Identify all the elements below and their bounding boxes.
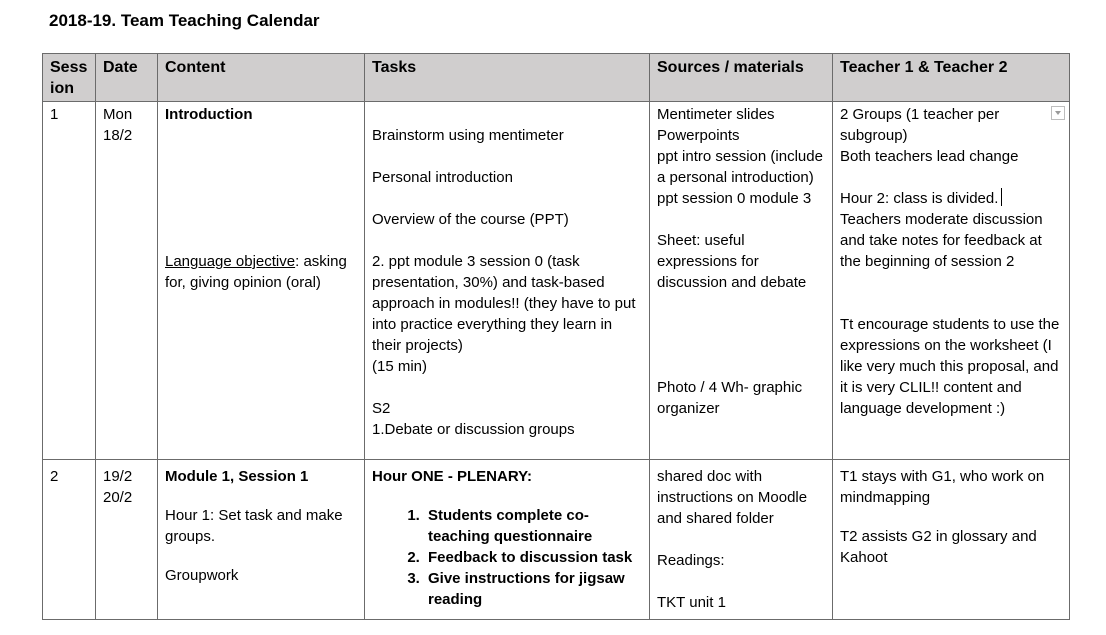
date-line: Mon [103,106,133,123]
header-content: Content [158,54,365,102]
page-title: 2018-19. Team Teaching Calendar [49,11,320,30]
task-line: Overview of the course (PPT) [372,211,569,228]
source-line: Mentimeter slides [657,106,775,123]
teacher-line-text: Hour 2: class is divided. [840,190,999,207]
calendar-table [42,53,1070,620]
task-line: 2. ppt module 3 session 0 (task presentation, 30%) and task-based approach in modules!! (they have to put into practice everything they learn in their projects) [372,253,636,354]
objective-text: : asking for, giving opinion (oral) [165,253,347,291]
cell-tasks[interactable] [365,460,650,620]
cell-date[interactable] [96,460,158,620]
header-session: Sess ion [43,54,96,102]
cell-session[interactable]: 1 [43,102,96,460]
date-line: 19/2 [103,468,133,485]
task-list [372,505,642,610]
list-item: 3. Give instructions for jigsaw reading [424,568,642,610]
content-title: Introduction [165,106,253,123]
text-cursor [1001,188,1002,206]
table-row [43,102,1070,460]
cell-sources[interactable] [650,460,833,620]
cell-date[interactable] [96,102,158,460]
tasks-heading: Hour ONE - PLENARY: [372,468,532,485]
content-groupwork: Groupwork [165,567,239,584]
source-line: TKT unit 1 [657,594,726,611]
task-line: Brainstorm using mentimeter [372,127,564,144]
header-teachers: Teacher 1 & Teacher 2 [833,54,1070,102]
teacher-line [840,188,1062,209]
cell-content[interactable] [158,102,365,460]
cell-session[interactable]: 2 [43,460,96,620]
date-line: 20/2 [103,489,133,506]
header-date: Date [96,54,158,102]
teacher-line: Teachers moderate discussion and take notes for feedback at the beginning of session 2 [840,211,1043,270]
task-line: 1.Debate or discussion groups [372,421,575,438]
task-line: S2 [372,400,391,417]
teacher-line: Tt encourage students to use the expressions on the worksheet (I like very much this proposal, and it is very CLIL!! content and language development :) [840,316,1060,417]
content-hour: Hour 1: Set task and make groups. [165,507,343,545]
header-tasks: Tasks [365,54,650,102]
cell-teachers[interactable] [833,460,1070,620]
date-line: 18/2 [103,127,133,144]
source-line: Powerpoints [657,127,740,144]
teacher-line: T2 assists G2 in glossary and Kahoot [840,528,1037,566]
source-line: ppt intro session (include a personal introduction) [657,148,823,186]
source-line: Sheet: useful expressions for discussion and debate [657,232,807,291]
source-line: shared doc with instructions on Moodle and shared folder [657,468,808,527]
teacher-line: 2 Groups (1 teacher per subgroup) [840,106,1000,144]
cell-tasks[interactable] [365,102,650,460]
header-row [43,54,1070,102]
list-item: 1. Students complete co-teaching questionnaire [424,505,642,547]
table-row [43,460,1070,620]
source-line: Readings: [657,552,725,569]
task-line: Personal introduction [372,169,513,186]
list-item: 2. Feedback to discussion task [424,547,642,568]
source-line: ppt session 0 module 3 [657,190,812,207]
chevron-down-icon[interactable] [1051,106,1065,120]
teacher-line: Both teachers lead change [840,148,1019,165]
cell-content[interactable] [158,460,365,620]
cell-sources[interactable] [650,102,833,460]
cell-teachers[interactable] [833,102,1070,460]
header-sources: Sources / materials [650,54,833,102]
content-title: Module 1, Session 1 [165,468,309,485]
language-objective [165,251,357,293]
task-line: (15 min) [372,358,428,375]
source-line: Photo / 4 Wh- graphic organizer [657,379,803,417]
objective-label: Language objective [165,253,296,270]
teacher-line: T1 stays with G1, who work on mindmapping [840,468,1045,506]
